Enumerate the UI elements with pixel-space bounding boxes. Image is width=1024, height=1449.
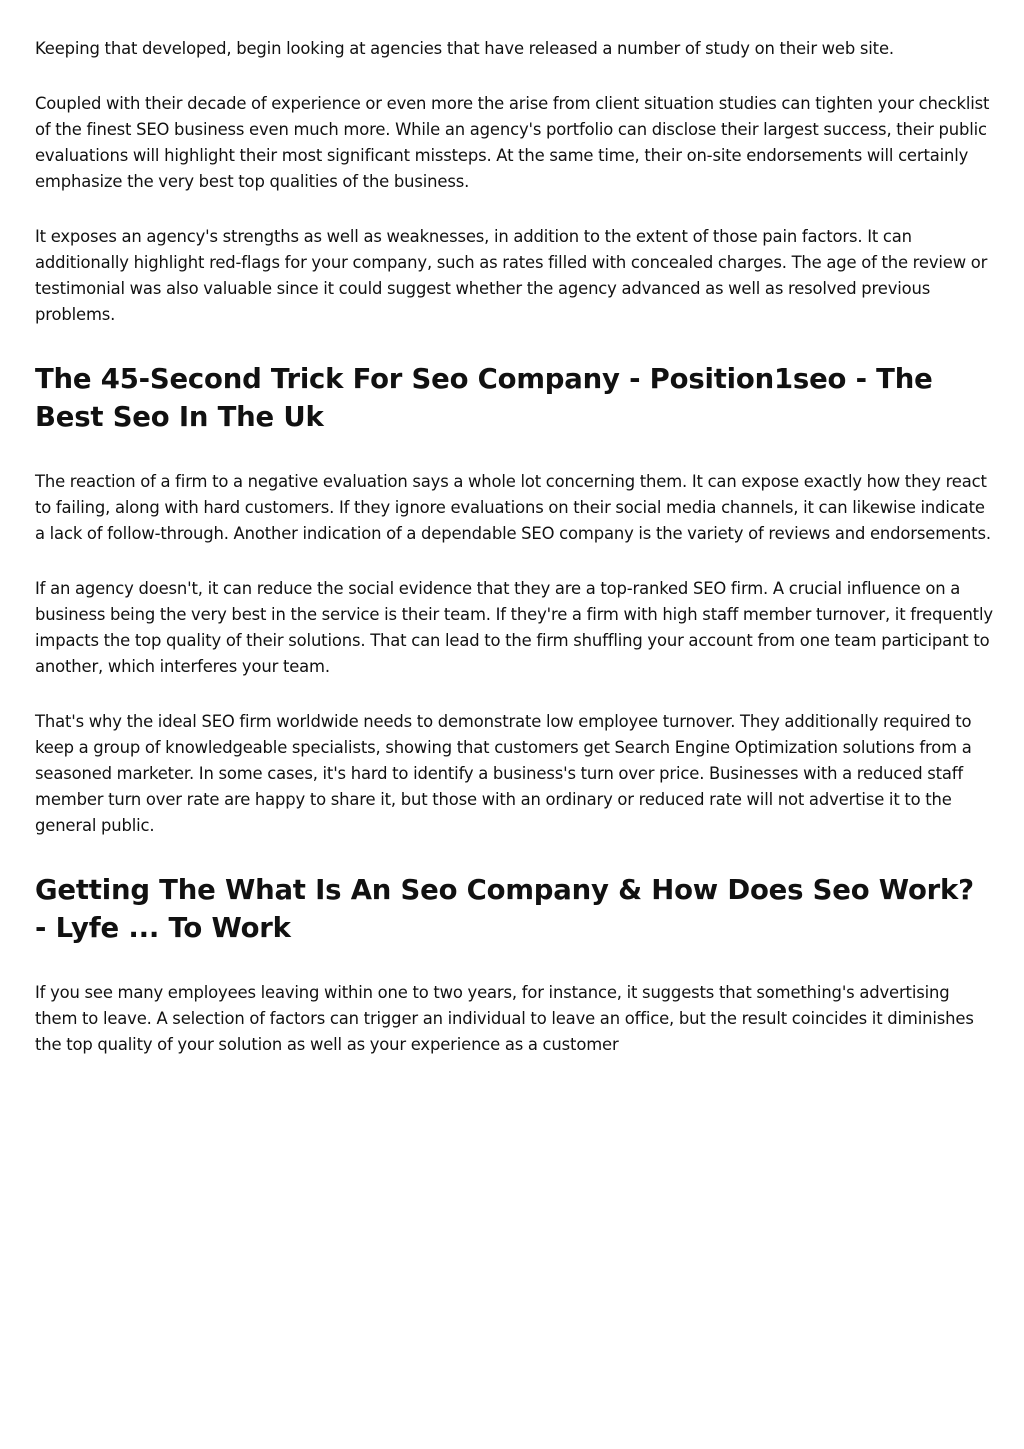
- section-heading: The 45-Second Trick For Seo Company - Position1seo - The Best Seo In The Uk: [35, 363, 933, 433]
- paragraph: The reaction of a firm to a negative evaluation says a whole lot concerning them. It can expose exactly how they react to failing, along with hard customers. If they ignore evaluations on their social media channels, it can likewise indicate a lack of follow-through. Another indication of a dependable SEO company is the variety of reviews and endorsements.: [35, 472, 991, 543]
- section-heading: Getting The What Is An Seo Company & How Does Seo Work? - Lyfe ... To Work: [35, 874, 974, 944]
- paragraph: Coupled with their decade of experience or even more the arise from client situation studies can tighten your checklist of the finest SEO business even much more. While an agency's portfolio can disclose their largest success, their public evaluations will highlight their most significant missteps. At the same time, their on-site endorsements will certainly emphasize the very best top qualities of the business.: [35, 94, 990, 191]
- paragraph: If you see many employees leaving within one to two years, for instance, it suggests that something's advertising them to leave. A selection of factors can trigger an individual to leave an office, but the result coincides it diminishes the top quality of your solution as well as your experience as a customer: [35, 983, 974, 1054]
- paragraph: If an agency doesn't, it can reduce the social evidence that they are a top-ranked SEO firm. A crucial influence on a business being the very best in the service is their team. If they're a firm with high staff member turnover, it frequently impacts the top quality of their solutions. That can lead to the firm shuffling your account from one team participant to another, which interferes your team.: [35, 579, 993, 676]
- paragraph: Keeping that developed, begin looking at agencies that have released a number of study on their web site.: [35, 39, 894, 58]
- document-page: [35, 36, 993, 1058]
- paragraph: That's why the ideal SEO firm worldwide needs to demonstrate low employee turnover. They additionally required to keep a group of knowledgeable specialists, showing that customers get Search Engine Optimization solutions from a seasoned marketer. In some cases, it's hard to identify a business's turn over price. Businesses with a reduced staff member turn over rate are happy to share it, but those with an ordinary or reduced rate will not advertise it to the general public.: [35, 712, 972, 835]
- paragraph: It exposes an agency's strengths as well as weaknesses, in addition to the extent of those pain factors. It can additionally highlight red-flags for your company, such as rates filled with concealed charges. The age of the review or testimonial was also valuable since it could suggest whether the agency advanced as well as resolved previous problems.: [35, 227, 988, 324]
